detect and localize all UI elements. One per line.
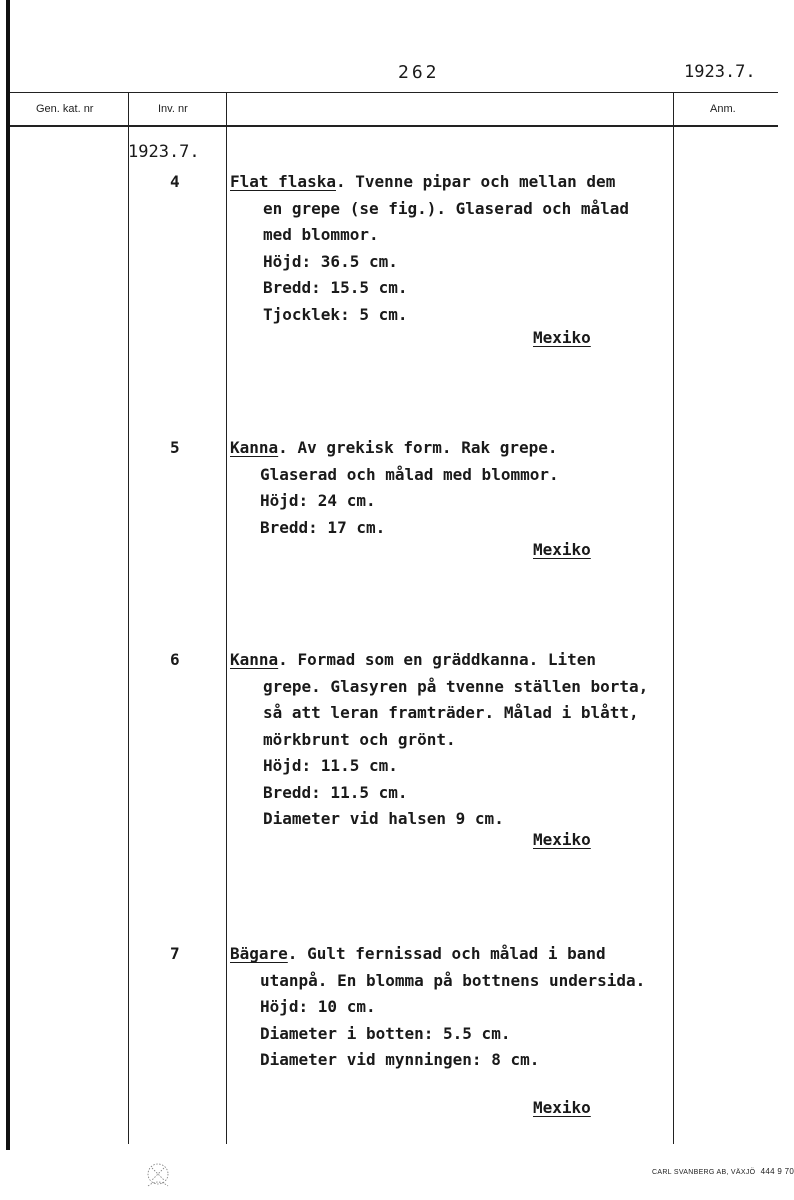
form-code: 444 9 70	[760, 1167, 794, 1176]
entry-line: så att leran framträder. Målad i blått,	[263, 703, 639, 722]
column-header-gen-kat-nr: Gen. kat. nr	[36, 103, 94, 115]
entry-first-line	[230, 650, 596, 669]
entry-number: 5	[170, 438, 180, 457]
entry-line: Höjd: 10 cm.	[260, 997, 376, 1016]
entry-line: Bredd: 17 cm.	[260, 517, 386, 537]
entry-line: Glaserad och målad med blommor.	[260, 464, 559, 484]
entry-line: Bredd: 11.5 cm.	[263, 782, 408, 802]
entry-line: Diameter vid halsen 9 cm.	[263, 809, 504, 828]
entry-first-line-text: . Tvenne pipar och mellan dem	[335, 172, 616, 191]
entry-number: 4	[170, 172, 180, 191]
column-header-anm: Anm.	[710, 103, 736, 115]
page-number: 262	[398, 62, 440, 83]
entry-first-line	[230, 172, 615, 191]
entry-line: Bredd: 15.5 cm.	[263, 278, 408, 297]
page-id: 1923.7.	[684, 62, 756, 82]
entry-origin: Mexiko	[533, 540, 591, 559]
entry-title: Flat flaska	[230, 172, 336, 191]
stamp-icon	[140, 1160, 176, 1192]
inventory-series: 1923.7.	[128, 142, 200, 162]
entry-line: utanpå. En blomma på bottnens undersida.	[260, 970, 646, 990]
entry-origin: Mexiko	[533, 830, 591, 849]
entry-line: Tjocklek: 5 cm.	[263, 304, 408, 324]
entry-first-line-text: . Gult fernissad och målad i band	[287, 944, 606, 963]
entry-first-line-text: . Formad som en gräddkanna. Liten	[278, 650, 597, 669]
column-divider-desc-anm	[673, 92, 674, 1144]
entry-origin: Mexiko	[533, 1098, 591, 1117]
entry-origin: Mexiko	[533, 328, 591, 347]
entry-number: 6	[170, 650, 180, 669]
entry-line: Höjd: 24 cm.	[260, 491, 376, 510]
entry-line: Höjd: 36.5 cm.	[263, 251, 398, 271]
entry-title: Bägare	[230, 944, 288, 963]
printer-mark	[652, 1167, 794, 1176]
entry-line: en grepe (se fig.). Glaserad och målad	[263, 198, 630, 218]
entry-line: grepe. Glasyren på tvenne ställen borta,	[263, 676, 649, 696]
entry-first-line	[230, 438, 558, 457]
entry-first-line	[230, 944, 606, 963]
printer-name: CARL SVANBERG AB, VÄXJÖ	[652, 1169, 756, 1176]
binding-edge	[6, 0, 10, 1150]
entry-title: Kanna	[230, 650, 279, 669]
entry-line: med blommor.	[263, 225, 379, 244]
entry-line: Diameter vid mynningen: 8 cm.	[260, 1050, 540, 1069]
entry-first-line-text: . Av grekisk form. Rak grepe.	[278, 438, 558, 457]
entry-number: 7	[170, 944, 180, 963]
entry-line: mörkbrunt och grönt.	[263, 729, 456, 749]
entry-title: Kanna	[230, 438, 279, 457]
column-divider-inv-desc	[226, 92, 227, 1144]
entry-line: Höjd: 11.5 cm.	[263, 756, 398, 775]
header-bottom-rule	[10, 125, 778, 127]
entry-line: Diameter i botten: 5.5 cm.	[260, 1023, 511, 1043]
column-divider-gen-inv	[128, 92, 129, 1144]
header-top-rule	[10, 92, 778, 93]
column-header-inv-nr: Inv. nr	[158, 103, 188, 115]
